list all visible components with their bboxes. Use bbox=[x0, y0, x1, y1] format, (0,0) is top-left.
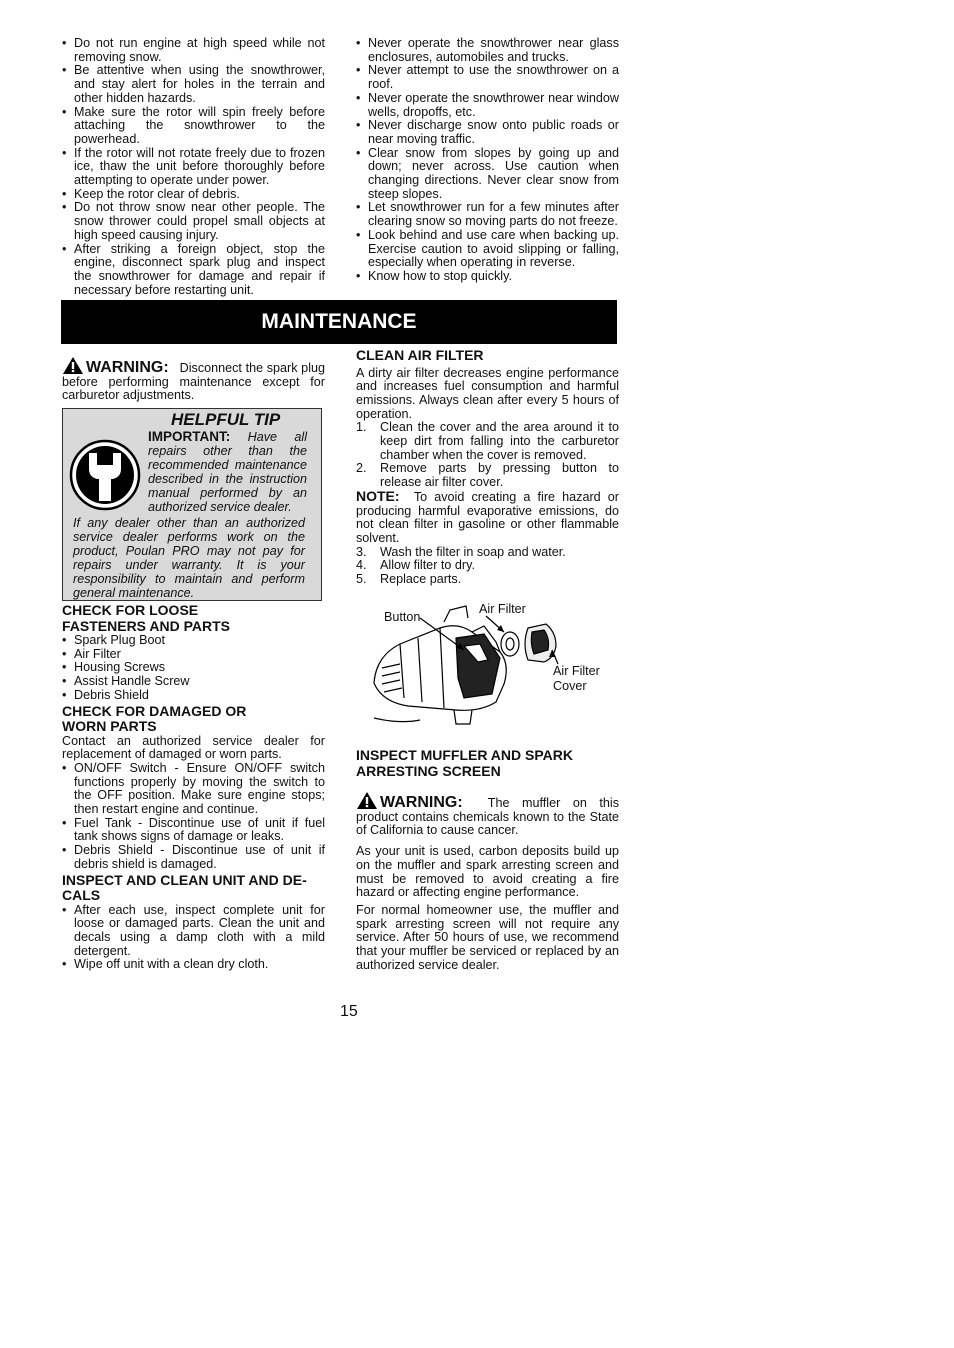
section-title: MAINTENANCE bbox=[261, 310, 417, 334]
top-left-column bbox=[62, 37, 325, 297]
step-text: Replace parts. bbox=[380, 572, 462, 587]
list-item: • Keep the rotor clear of debris. bbox=[62, 188, 325, 202]
step-item bbox=[356, 573, 619, 587]
section-banner bbox=[61, 300, 617, 344]
figure-label-cover-2: Cover bbox=[553, 679, 587, 693]
step-text: Wash the filter in soap and water. bbox=[380, 544, 566, 559]
damaged-parts-list bbox=[62, 762, 325, 872]
lower-right-column bbox=[356, 348, 619, 587]
muffler-warning-text: The muffler on this product contains chemicals known to the State of California to cause cancer. bbox=[356, 796, 619, 838]
list-item: • After each use, inspect complete unit for loose or damaged parts. Clean the unit and decals using a damp cloth with a mild detergent. bbox=[62, 904, 325, 959]
lower-right-column-2 bbox=[356, 748, 619, 972]
list-item: • Never discharge snow onto public roads or near moving traffic. bbox=[356, 119, 619, 146]
lower-left-column bbox=[62, 356, 325, 403]
damaged-heading-2: WORN PARTS bbox=[62, 718, 157, 735]
list-item: • Air Filter bbox=[62, 648, 325, 662]
list-item: • Debris Shield bbox=[62, 689, 325, 703]
important-text: Have all repairs other than the recommended maintenance described in the instruction manual performed by an authorized service dealer. bbox=[148, 430, 307, 514]
list-item: • Make sure the rotor will spin freely before attaching the snowthrower to the powerhead. bbox=[62, 106, 325, 147]
air-filter-steps-a bbox=[356, 421, 619, 490]
step-text: Remove parts by pressing button to release air filter cover. bbox=[380, 461, 619, 490]
list-item: • Assist Handle Screw bbox=[62, 675, 325, 689]
safety-list-right bbox=[356, 37, 619, 284]
page-number: 15 bbox=[340, 1003, 358, 1020]
list-item: • Fuel Tank - Discontinue use of unit if fuel tank shows signs of damage or leaks. bbox=[62, 817, 325, 844]
wrench-icon bbox=[69, 439, 141, 511]
damaged-intro: Contact an authorized service dealer for replacement of damaged or worn parts. bbox=[62, 733, 325, 762]
loose-parts-list bbox=[62, 634, 325, 703]
figure-label-filter: Air Filter bbox=[479, 602, 526, 616]
list-item: • Debris Shield - Discontinue use of unit if debris shield is damaged. bbox=[62, 844, 325, 871]
warning-disconnect bbox=[62, 356, 325, 403]
muffler-warning bbox=[356, 791, 619, 838]
list-item: • Wipe off unit with a clean dry cloth. bbox=[62, 958, 325, 972]
warning-label: WARNING: bbox=[86, 359, 169, 376]
top-right-column bbox=[356, 37, 619, 284]
list-item: • After striking a foreign object, stop the engine, disconnect spark plug and inspect the snowthrower for damage and repair if necessary before restarting unit. bbox=[62, 243, 325, 298]
list-item: • ON/OFF Switch - Ensure ON/OFF switch functions properly by moving the switch to the OFF position. Make sure engine stops; then restart engine and continue. bbox=[62, 762, 325, 817]
list-item: • Clear snow from slopes by going up and down; never across. Use caution when changing directions. Never clear snow from steep slopes. bbox=[356, 147, 619, 202]
warning-triangle-icon bbox=[356, 791, 378, 810]
step-item bbox=[356, 559, 619, 573]
muffler-heading-2: ARRESTING SCREEN bbox=[356, 762, 501, 779]
warning-text: Disconnect the spark plug before performing maintenance except for carburetor adjustments. bbox=[62, 361, 325, 403]
step-text: Clean the cover and the area around it to keep dirt from falling into the carburetor chamber when the cover is removed. bbox=[380, 420, 619, 462]
note-text: To avoid creating a fire hazard or producing harmful evaporative emissions, do not clean filter in gasoline or other flammable solvent. bbox=[356, 489, 619, 545]
list-item: • Look behind and use care when backing up. Exercise caution to avoid slipping or falling, especially when operating in reverse. bbox=[356, 229, 619, 270]
muffler-para-2: For normal homeowner use, the muffler and spark arresting screen will not require any service. After 50 hours of use, we recommend that your muffler be serviced or replaced by an authorized service dealer. bbox=[356, 902, 619, 972]
figure-label-cover-1: Air Filter bbox=[553, 664, 600, 678]
important-label: IMPORTANT: bbox=[148, 429, 231, 444]
list-item: • If the rotor will not rotate freely due to frozen ice, thaw the unit before thoroughly before attempting to operate under power. bbox=[62, 147, 325, 188]
inspect-clean-heading-1: INSPECT AND CLEAN UNIT AND DE- bbox=[62, 871, 307, 888]
lower-left-column-2 bbox=[62, 603, 325, 972]
muffler-warning-label: WARNING: bbox=[380, 794, 463, 811]
engine-illustration bbox=[360, 598, 620, 733]
loose-heading-1: CHECK FOR LOOSE bbox=[62, 602, 199, 618]
damaged-heading-1: CHECK FOR DAMAGED OR bbox=[62, 702, 247, 719]
inspect-clean-list bbox=[62, 904, 325, 973]
helpful-tip-title: HELPFUL TIP bbox=[171, 410, 281, 429]
dealer-block bbox=[73, 516, 305, 600]
list-item: • Be attentive when using the snowthrower, and stay alert for holes in the terrain and other hidden hazards. bbox=[62, 64, 325, 105]
helpful-tip-box bbox=[62, 408, 322, 601]
muffler-heading-1: INSPECT MUFFLER AND SPARK bbox=[356, 747, 573, 763]
important-block bbox=[148, 430, 307, 514]
step-number: 3. bbox=[356, 544, 367, 559]
step-number: 1. bbox=[356, 420, 367, 435]
list-item: • Never operate the snowthrower near window wells, dropoffs, etc. bbox=[356, 92, 619, 119]
loose-heading-2: FASTENERS AND PARTS bbox=[62, 617, 231, 634]
list-item: • Know how to stop quickly. bbox=[356, 270, 619, 284]
note-label: NOTE: bbox=[356, 487, 400, 504]
step-item bbox=[356, 462, 619, 489]
step-number: 5. bbox=[356, 572, 367, 587]
list-item: • Housing Screws bbox=[62, 661, 325, 675]
air-filter-steps-b bbox=[356, 546, 619, 587]
list-item: • Never operate the snowthrower near glass enclosures, automobiles and trucks. bbox=[356, 37, 619, 64]
step-number: 2. bbox=[356, 461, 367, 476]
list-item: • Spark Plug Boot bbox=[62, 634, 325, 648]
list-item: • Do not run engine at high speed while not removing snow. bbox=[62, 37, 325, 64]
list-item: • Never attempt to use the snowthrower on a roof. bbox=[356, 64, 619, 91]
step-number: 4. bbox=[356, 558, 367, 573]
inspect-clean-heading-2: CALS bbox=[62, 887, 101, 904]
step-item bbox=[356, 546, 619, 560]
safety-list-left bbox=[62, 37, 325, 297]
air-filter-heading: CLEAN AIR FILTER bbox=[356, 347, 484, 363]
dealer-text: If any dealer other than an authorized service dealer performs work on the product, Poulan PRO may not pay for repairs under warranty. It is your responsibility to maintain and perform general maintenance. bbox=[73, 516, 305, 600]
figure-label-button: Button bbox=[384, 610, 421, 624]
muffler-para-1: As your unit is used, carbon deposits build up on the muffler and spark arresting screen and must be removed to avoid creating a fire hazard or affecting engine performance. bbox=[356, 844, 619, 900]
air-filter-note bbox=[356, 487, 619, 546]
warning-triangle-icon bbox=[62, 356, 84, 375]
air-filter-intro: A dirty air filter decreases engine performance and increases fuel consumption and harmful emissions. Always clean after every 5 hours of operation. bbox=[356, 365, 619, 421]
list-item: • Let snowthrower run for a few minutes after clearing snow so moving parts do not freeze. bbox=[356, 201, 619, 228]
step-text: Allow filter to dry. bbox=[380, 558, 475, 573]
list-item: • Do not throw snow near other people. The snow thrower could propel small objects at high speed causing injury. bbox=[62, 201, 325, 242]
air-filter-figure bbox=[360, 598, 620, 733]
step-item bbox=[356, 421, 619, 462]
